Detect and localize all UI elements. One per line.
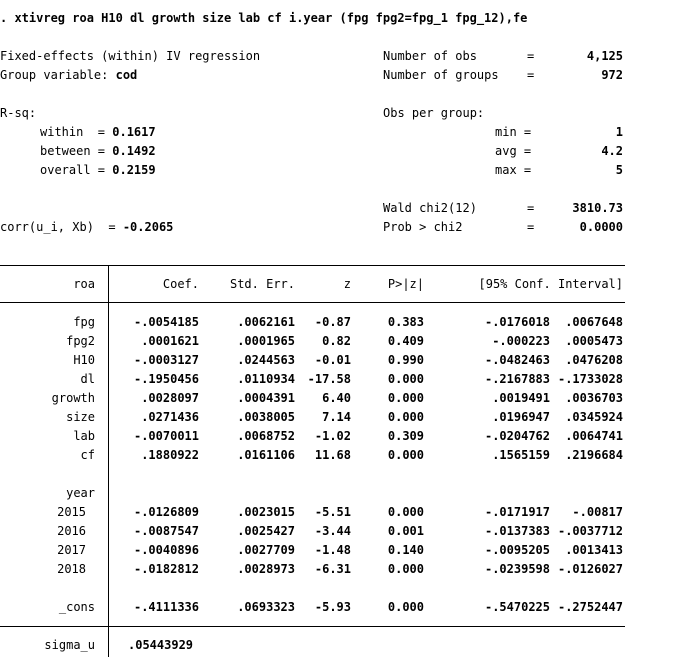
row-ci-upper: .0005473 xyxy=(565,334,623,348)
row-coef: -.0054185 xyxy=(133,315,199,329)
row-ci-upper: .0476208 xyxy=(565,353,623,367)
row-pvalue: 0.000 xyxy=(387,391,424,405)
row-ci-upper: .0064741 xyxy=(565,429,623,443)
row-z: 7.14 xyxy=(322,410,351,424)
rsq-overall xyxy=(40,163,156,177)
row-stderr: .0110934 xyxy=(237,372,295,386)
avg-label: avg = xyxy=(495,144,532,158)
col-coef: Coef. xyxy=(162,277,199,291)
row-pvalue: 0.000 xyxy=(387,505,424,519)
row-ci-lower: .0019491 xyxy=(492,391,550,405)
avg-value: 4.2 xyxy=(601,144,623,158)
row-stderr: .0025427 xyxy=(237,524,295,538)
row-pvalue: 0.409 xyxy=(387,334,424,348)
row-z: -5.51 xyxy=(314,505,351,519)
row-ci-lower: -.2167883 xyxy=(484,372,550,386)
row-pvalue: 0.000 xyxy=(387,410,424,424)
rsq-within xyxy=(40,125,156,139)
row-pvalue: 0.000 xyxy=(387,562,424,576)
rsq-overall-label: overall = xyxy=(40,163,113,177)
row-coef: -.0070011 xyxy=(133,429,199,443)
row-ci-upper: .2196684 xyxy=(565,448,623,462)
row-name: size xyxy=(66,410,95,424)
sigma-u-value: .05443929 xyxy=(128,638,194,652)
row-ci-upper: .0013413 xyxy=(565,543,623,557)
row-pvalue: 0.309 xyxy=(387,429,424,443)
row-z: -5.93 xyxy=(314,600,351,614)
corr xyxy=(0,220,173,234)
max-label: max = xyxy=(495,163,532,177)
command-line: . xtivreg roa H10 dl growth size lab cf i.year (fpg fpg2=fpg_1 fpg_12),fe xyxy=(0,11,528,25)
wald-value: 3810.73 xyxy=(572,201,623,215)
row-ci-lower: -.0204762 xyxy=(484,429,550,443)
regression-title: Fixed-effects (within) IV regression xyxy=(0,49,261,63)
row-ci-upper: .0345924 xyxy=(565,410,623,424)
row-ci-lower: -.0137383 xyxy=(484,524,550,538)
rsq-between xyxy=(40,144,156,158)
year-factor-label: year xyxy=(66,486,95,500)
table-column-divider xyxy=(108,265,109,657)
row-name: growth xyxy=(51,391,95,405)
corr-label: corr(u_i, Xb) = xyxy=(0,220,123,234)
row-name: dl xyxy=(80,372,95,386)
row-pvalue: 0.000 xyxy=(387,372,424,386)
row-ci-upper: -.0126027 xyxy=(557,562,623,576)
min-label: min = xyxy=(495,125,532,139)
nobs-eq: = xyxy=(527,49,535,63)
row-stderr: .0068752 xyxy=(237,429,295,443)
row-z: -0.87 xyxy=(314,315,351,329)
row-ci-lower: -.0482463 xyxy=(484,353,550,367)
group-variable-label: Group variable: xyxy=(0,68,116,82)
row-name: lab xyxy=(73,429,95,443)
row-pvalue: 0.000 xyxy=(387,448,424,462)
rsq-overall-value: 0.2159 xyxy=(112,163,156,177)
row-stderr: .0004391 xyxy=(237,391,295,405)
sigma-u-label: sigma_u xyxy=(44,638,95,652)
row-name: cf xyxy=(80,448,95,462)
row-ci-lower: -.0095205 xyxy=(484,543,550,557)
row-stderr: .0001965 xyxy=(237,334,295,348)
obs-per-group-label: Obs per group: xyxy=(383,106,485,120)
row-name: _cons xyxy=(58,600,95,614)
row-z: 11.68 xyxy=(314,448,351,462)
row-coef: .0001621 xyxy=(141,334,199,348)
row-name: 2017 xyxy=(57,543,86,557)
row-stderr: .0028973 xyxy=(237,562,295,576)
row-pvalue: 0.000 xyxy=(387,600,424,614)
table-bottom-rule xyxy=(0,626,625,627)
row-ci-lower: -.5470225 xyxy=(484,600,550,614)
ngroups-value: 972 xyxy=(601,68,623,82)
group-variable-value: cod xyxy=(115,68,138,82)
prob-label: Prob > chi2 xyxy=(383,220,463,234)
row-z: -17.58 xyxy=(307,372,351,386)
row-z: -0.01 xyxy=(314,353,351,367)
row-z: 6.40 xyxy=(322,391,351,405)
row-ci-upper: -.0037712 xyxy=(557,524,623,538)
row-z: -3.44 xyxy=(314,524,351,538)
max-value: 5 xyxy=(615,163,623,177)
col-z: z xyxy=(343,277,351,291)
table-header-rule xyxy=(0,302,625,303)
group-variable xyxy=(0,68,137,82)
min-value: 1 xyxy=(615,125,623,139)
nobs-value: 4,125 xyxy=(586,49,623,63)
row-z: -1.02 xyxy=(314,429,351,443)
row-pvalue: 0.140 xyxy=(387,543,424,557)
rsq-label: R-sq: xyxy=(0,106,37,120)
row-ci-lower: -.0239598 xyxy=(484,562,550,576)
row-coef: -.0182812 xyxy=(133,562,199,576)
wald-label: Wald chi2(12) xyxy=(383,201,477,215)
row-ci-lower: .0196947 xyxy=(492,410,550,424)
row-coef: -.0040896 xyxy=(133,543,199,557)
row-ci-lower: -.000223 xyxy=(492,334,550,348)
col-depvar: roa xyxy=(73,277,95,291)
row-pvalue: 0.990 xyxy=(387,353,424,367)
row-ci-lower: -.0171917 xyxy=(484,505,550,519)
rsq-between-value: 0.1492 xyxy=(112,144,156,158)
row-name: H10 xyxy=(73,353,95,367)
row-coef: -.0126809 xyxy=(133,505,199,519)
row-coef: .0028097 xyxy=(141,391,199,405)
row-z: 0.82 xyxy=(322,334,351,348)
row-coef: -.4111336 xyxy=(133,600,199,614)
row-ci-lower: -.0176018 xyxy=(484,315,550,329)
ngroups-eq: = xyxy=(527,68,535,82)
row-ci-lower: .1565159 xyxy=(492,448,550,462)
row-stderr: .0038005 xyxy=(237,410,295,424)
rsq-between-label: between = xyxy=(40,144,113,158)
row-pvalue: 0.001 xyxy=(387,524,424,538)
row-coef: -.0087547 xyxy=(133,524,199,538)
col-conf-interval: [95% Conf. Interval] xyxy=(478,277,623,291)
row-name: 2015 xyxy=(57,505,86,519)
row-ci-upper: .0036703 xyxy=(565,391,623,405)
rsq-within-value: 0.1617 xyxy=(112,125,156,139)
row-coef: -.1950456 xyxy=(133,372,199,386)
col-stderr: Std. Err. xyxy=(229,277,295,291)
rsq-within-label: within = xyxy=(40,125,113,139)
nobs-label: Number of obs xyxy=(383,49,477,63)
row-stderr: .0062161 xyxy=(237,315,295,329)
row-z: -6.31 xyxy=(314,562,351,576)
row-stderr: .0023015 xyxy=(237,505,295,519)
prob-value: 0.0000 xyxy=(579,220,623,234)
row-stderr: .0244563 xyxy=(237,353,295,367)
row-name: fpg2 xyxy=(66,334,95,348)
prob-eq: = xyxy=(527,220,535,234)
row-coef: .1880922 xyxy=(141,448,199,462)
row-coef: -.0003127 xyxy=(133,353,199,367)
table-top-rule xyxy=(0,265,625,266)
row-coef: .0271436 xyxy=(141,410,199,424)
row-stderr: .0693323 xyxy=(237,600,295,614)
ngroups-label: Number of groups xyxy=(383,68,499,82)
row-stderr: .0027709 xyxy=(237,543,295,557)
corr-value: -0.2065 xyxy=(122,220,174,234)
row-ci-upper: .0067648 xyxy=(565,315,623,329)
row-z: -1.48 xyxy=(314,543,351,557)
row-pvalue: 0.383 xyxy=(387,315,424,329)
row-name: 2018 xyxy=(57,562,86,576)
row-ci-upper: -.2752447 xyxy=(557,600,623,614)
wald-eq: = xyxy=(527,201,535,215)
col-pvalue: P>|z| xyxy=(387,277,424,291)
row-ci-upper: -.1733028 xyxy=(557,372,623,386)
row-name: fpg xyxy=(73,315,95,329)
row-ci-upper: -.00817 xyxy=(572,505,623,519)
row-stderr: .0161106 xyxy=(237,448,295,462)
row-name: 2016 xyxy=(57,524,86,538)
